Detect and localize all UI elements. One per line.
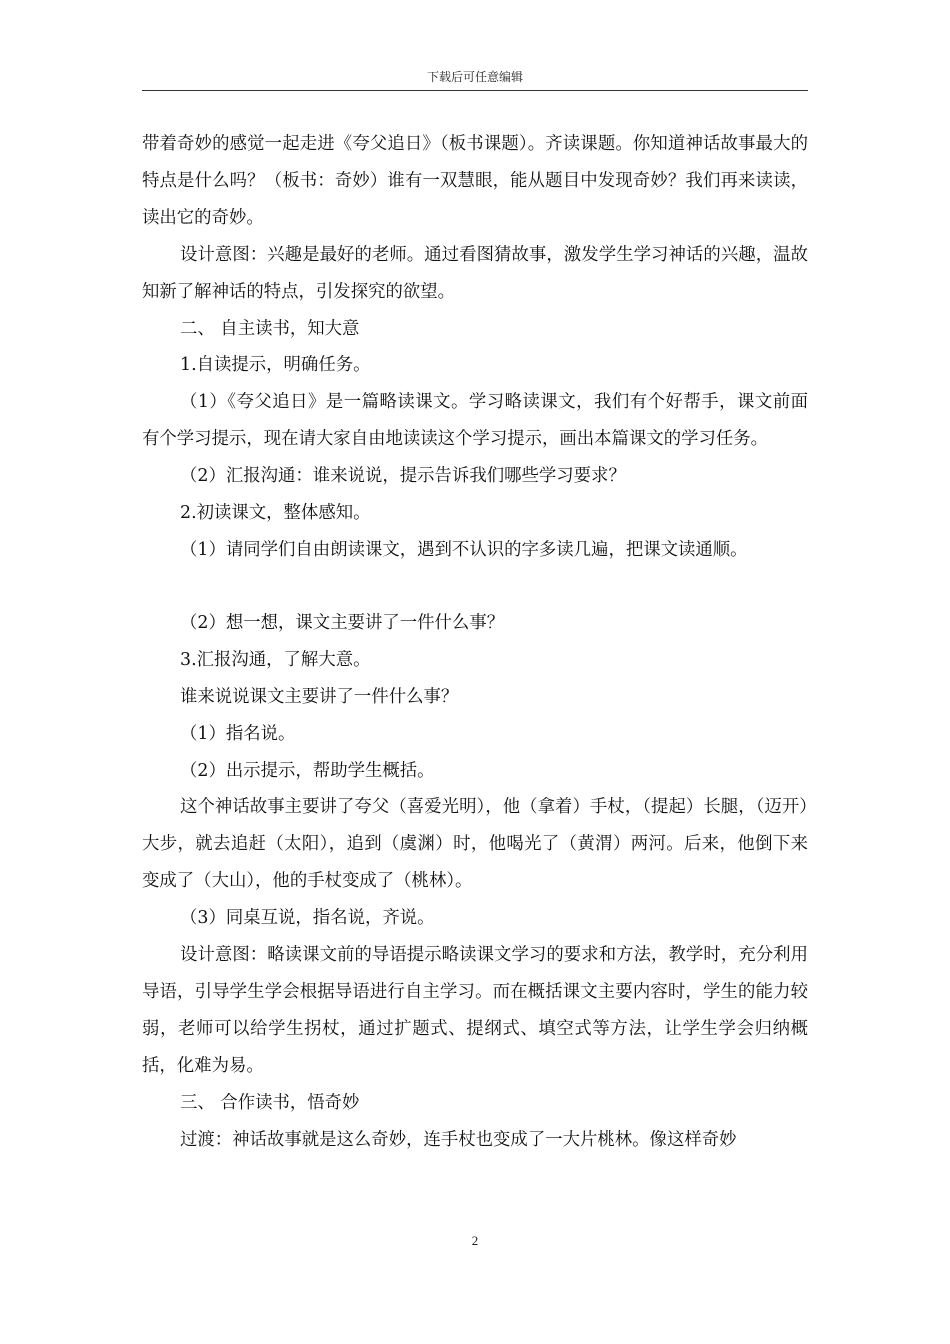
section-heading: 二、 自主读书，知大意 bbox=[180, 318, 360, 339]
paragraph: 带着奇妙的感觉一起走进《夸父追日》（板书课题）。齐读课题。你知道神话故事最大的特点是什么吗？（板书：奇妙）谁有一双慧眼，能从题目中发现奇妙？我们再来读读，读出它的奇妙。 bbox=[142, 134, 808, 228]
paragraph: 设计意图：兴趣是最好的老师。通过看图猜故事，激发学生学习神话的兴趣，温故知新了解神话的特点，引发探究的欲望。 bbox=[142, 244, 808, 302]
paragraph: 2.初读课文，整体感知。 bbox=[180, 503, 371, 524]
header-rule bbox=[142, 90, 808, 91]
paragraph: 3.汇报沟通，了解大意。 bbox=[180, 649, 371, 670]
paragraph: 设计意图：略读课文前的导语提示略读课文学习的要求和方法，教学时，充分利用导语，引导学生学会根据导语进行自主学习。而在概括课文主要内容时，学生的能力较弱，老师可以给学生拐杖，通过扩题式、提纲式、填空式等方法，让学生学会归纳概括，化难为易。 bbox=[142, 945, 808, 1076]
paragraph: 1.自读提示，明确任务。 bbox=[180, 355, 371, 376]
paragraph: 过渡：神话故事就是这么奇妙，连手杖也变成了一大片桃林。像这样奇妙 bbox=[180, 1129, 737, 1150]
paragraph: （3）同桌互说，指名说，齐说。 bbox=[180, 908, 435, 929]
paragraph: （1）指名说。 bbox=[180, 723, 296, 744]
document-body bbox=[142, 126, 808, 1158]
paragraph: （2）想一想，课文主要讲了一件什么事？ bbox=[180, 612, 505, 633]
page-header: 下载后可任意编辑 bbox=[426, 70, 523, 84]
paragraph: 谁来说说课文主要讲了一件什么事？ bbox=[180, 686, 459, 707]
paragraph: 这个神话故事主要讲了夸父（喜爱光明），他（拿着）手杖，（提起）长腿，（迈开）大步，就去追赶（太阳），追到（虞渊）时，他喝光了（黄渭）两河。后来，他倒下来变成了（大山），他的手杖变成了（桃林）。 bbox=[142, 797, 808, 892]
paragraph: （1）请同学们自由朗读课文，遇到不认识的字多读几遍，把课文读通顺。 bbox=[180, 539, 748, 560]
section-heading: 三、 合作读书，悟奇妙 bbox=[180, 1092, 360, 1113]
blank-line bbox=[142, 569, 808, 605]
paragraph: （2）汇报沟通：谁来说说，提示告诉我们哪些学习要求？ bbox=[180, 466, 626, 487]
page-number: 2 bbox=[471, 1233, 479, 1248]
paragraph: （1）《夸父追日》是一篇略读课文。学习略读课文，我们有个好帮手，课文前面有个学习提示，现在请大家自由地读读这个学习提示，画出本篇课文的学习任务。 bbox=[142, 392, 808, 450]
paragraph: （2）出示提示，帮助学生概括。 bbox=[180, 760, 435, 781]
